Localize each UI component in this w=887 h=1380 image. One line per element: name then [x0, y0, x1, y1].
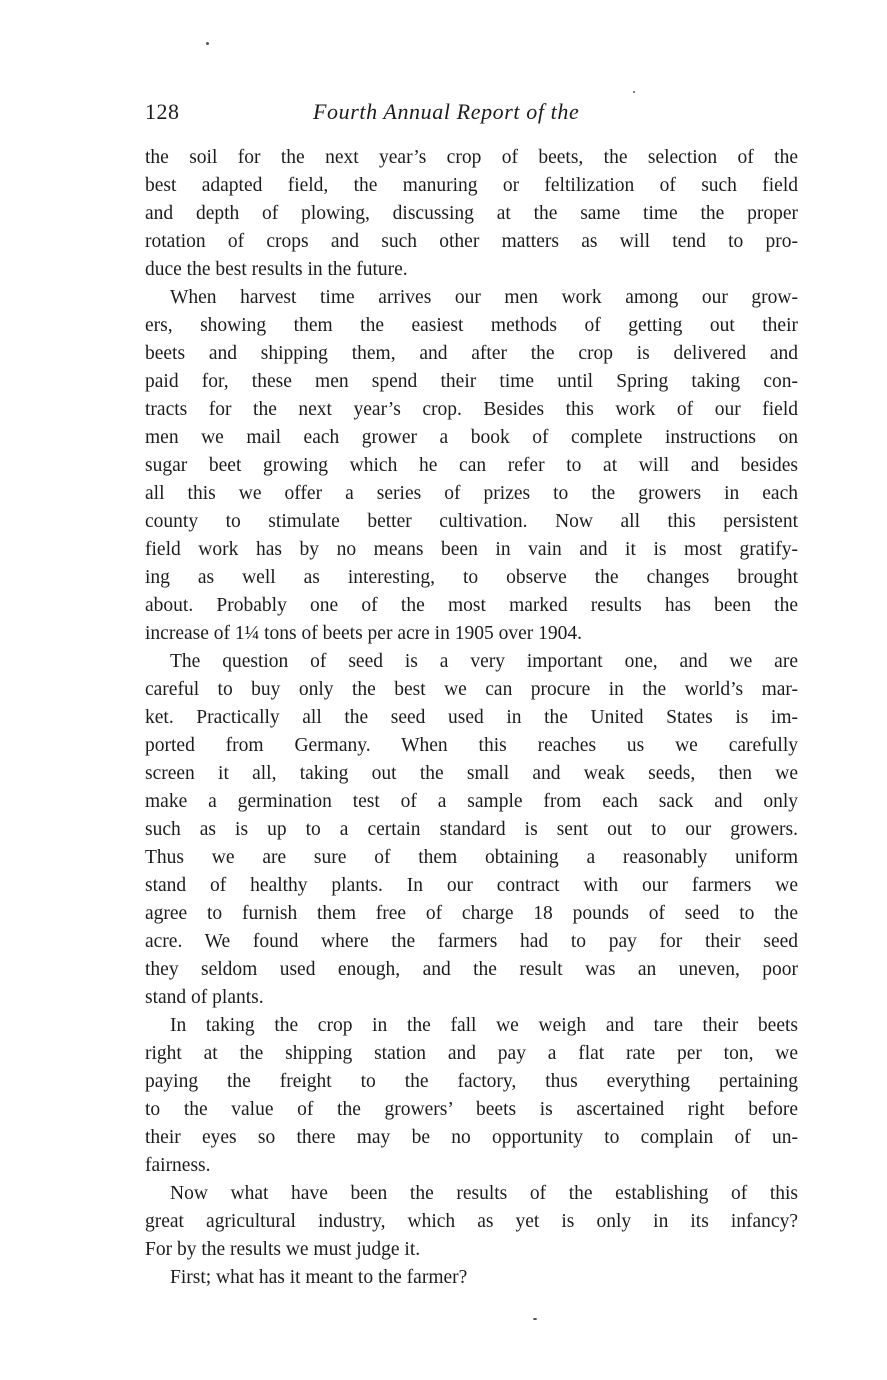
text-line: ers, showing them the easiest methods of getting out their — [145, 315, 798, 336]
text-line: The question of seed is a very important one, and we are — [170, 651, 798, 672]
paragraph — [145, 648, 798, 1012]
text-line: stand of plants. — [145, 987, 264, 1008]
text-line: tracts for the next year’s crop. Besides this work of our field — [145, 399, 798, 420]
text-line: sugar beet growing which he can refer to at will and besides — [145, 455, 798, 476]
text-line: make a germination test of a sample from each sack and only — [145, 791, 798, 812]
running-title: Fourth Annual Report of the — [313, 99, 580, 124]
text-line: county to stimulate better cultivation. Now all this persistent — [145, 511, 798, 532]
text-line: best adapted field, the manuring or feltilization of such field — [145, 175, 798, 196]
text-line: right at the shipping station and pay a flat rate per ton, we — [145, 1043, 798, 1064]
text-line: field work has by no means been in vain and it is most gratify- — [145, 539, 798, 560]
paragraph — [145, 144, 798, 284]
text-line: about. Probably one of the most marked results has been the — [145, 595, 798, 616]
paragraph — [145, 1180, 798, 1264]
text-line: ported from Germany. When this reaches us we carefully — [145, 735, 798, 756]
text-line: ing as well as interesting, to observe the changes brought — [145, 567, 798, 588]
page-number: 128 — [145, 99, 180, 124]
body-text — [145, 144, 798, 1292]
text-line: Thus we are sure of them obtaining a reasonably uniform — [145, 847, 798, 868]
text-line: great agricultural industry, which as yet is only in its infancy? — [145, 1211, 798, 1232]
scan-speck — [533, 1318, 537, 1320]
text-line: their eyes so there may be no opportunity to complain of un- — [145, 1127, 798, 1148]
scan-speck — [633, 91, 635, 93]
text-line: such as is up to a certain standard is sent out to our growers. — [145, 819, 798, 840]
text-line: Now what have been the results of the establishing of this — [170, 1183, 798, 1204]
scan-speck — [206, 42, 209, 45]
text-line: screen it all, taking out the small and weak seeds, then we — [145, 763, 798, 784]
text-line: For by the results we must judge it. — [145, 1239, 421, 1260]
text-line: and depth of plowing, discussing at the same time the proper — [145, 203, 798, 224]
text-line: men we mail each grower a book of complete instructions on — [145, 427, 798, 448]
text-line: In taking the crop in the fall we weigh and tare their beets — [170, 1015, 798, 1036]
text-line: all this we offer a series of prizes to the growers in each — [145, 483, 798, 504]
text-line: ket. Practically all the seed used in the United States is im- — [145, 707, 798, 728]
text-line: beets and shipping them, and after the crop is delivered and — [145, 343, 798, 364]
text-line: duce the best results in the future. — [145, 259, 408, 280]
text-line: stand of healthy plants. In our contract with our farmers we — [145, 875, 798, 896]
text-line: rotation of crops and such other matters as will tend to pro- — [145, 231, 798, 252]
text-line: First; what has it meant to the farmer? — [170, 1267, 468, 1288]
text-line: paying the freight to the factory, thus everything pertaining — [145, 1071, 798, 1092]
text-line: increase of 1¼ tons of beets per acre in 1905 over 1904. — [145, 623, 582, 644]
text-line: fairness. — [145, 1155, 211, 1176]
text-line: agree to furnish them free of charge 18 pounds of seed to the — [145, 903, 798, 924]
paragraph — [145, 1264, 798, 1292]
text-line: they seldom used enough, and the result was an uneven, poor — [145, 959, 798, 980]
text-line: to the value of the growers’ beets is ascertained right before — [145, 1099, 798, 1120]
running-head — [145, 98, 800, 126]
paragraph — [145, 284, 798, 648]
text-line: paid for, these men spend their time until Spring taking con- — [145, 371, 798, 392]
text-line: careful to buy only the best we can procure in the world’s mar- — [145, 679, 798, 700]
text-line: When harvest time arrives our men work among our grow- — [170, 287, 798, 308]
text-line: acre. We found where the farmers had to pay for their seed — [145, 931, 798, 952]
text-line: the soil for the next year’s crop of beets, the selection of the — [145, 147, 798, 168]
paragraph — [145, 1012, 798, 1180]
